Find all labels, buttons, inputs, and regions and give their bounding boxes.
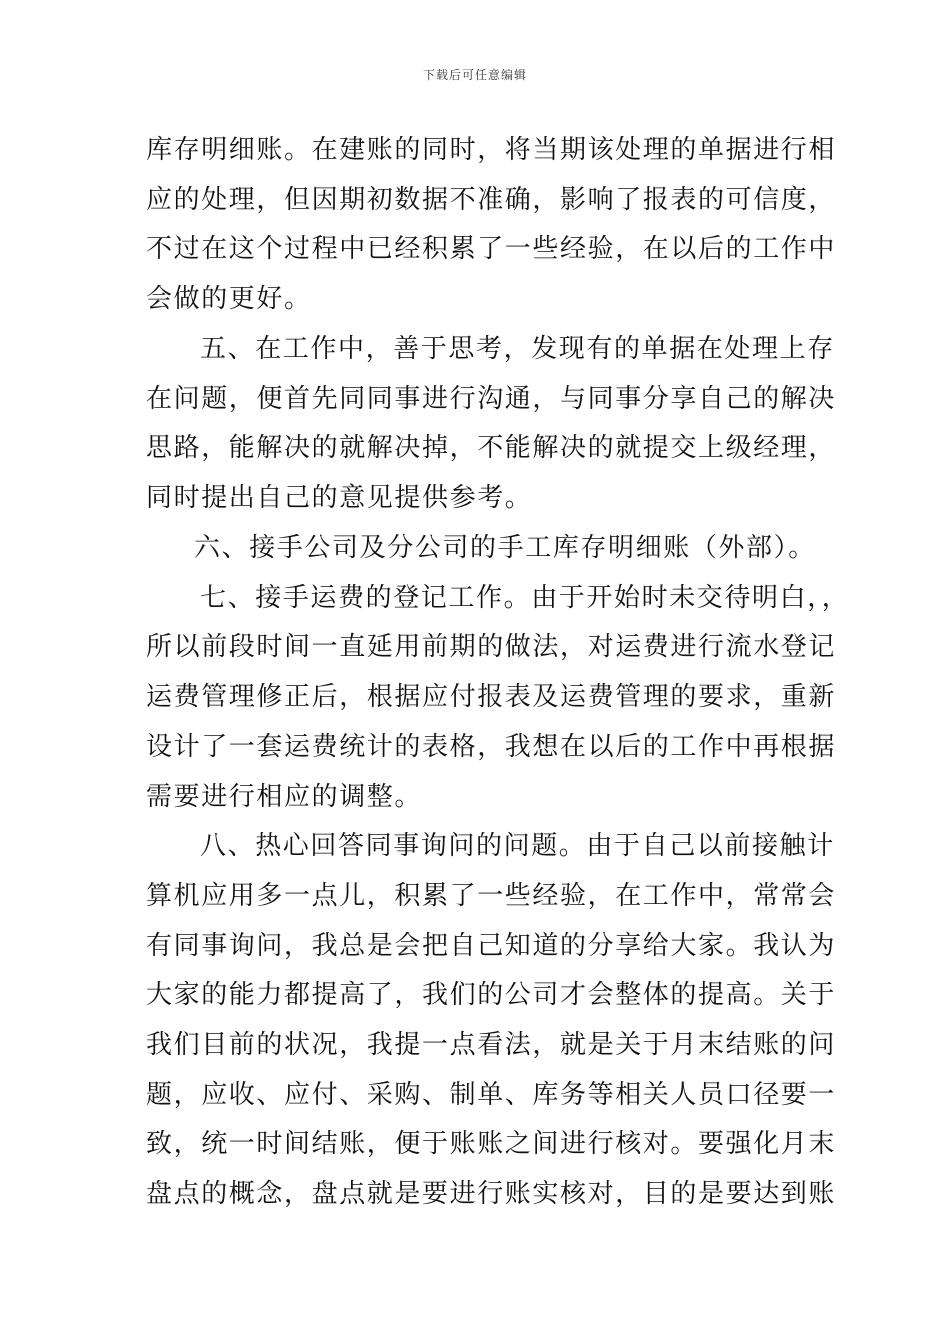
body-line: 不过在这个过程中已经积累了一些经验，在以后的工作中 [146,234,837,264]
body-line: 运费管理修正后，根据应付报表及运费管理的要求，重新 [146,682,837,712]
body-line: 盘点的概念，盘点就是要进行账实核对，目的是要达到账 [146,1179,837,1209]
body-line: 在问题，便首先同同事进行沟通，与同事分享自己的解决 [146,384,837,414]
body-line: 大家的能力都提高了，我们的公司才会整体的提高。关于 [146,980,837,1010]
body-line: 需要进行相应的调整。 [146,782,423,812]
body-line: 应的处理，但因期初数据不准确，影响了报表的可信度， [146,185,837,215]
paragraph-7-first-line: 七、接手运费的登记工作。由于开始时未交待明白，， [200,583,850,613]
body-line: 所以前段时间一直延用前期的做法，对运费进行流水登记 [146,632,837,662]
body-line: 会做的更好。 [146,284,312,314]
page-header: 下载后可任意编辑 [422,68,527,82]
paragraph-5-first-line: 五、在工作中，善于思考，发现有的单据在处理上存 [200,334,835,364]
body-line: 算机应用多一点儿，积累了一些经验，在工作中，常常会 [146,881,837,911]
body-line: 致，统一时间结账，便于账账之间进行核对。要强化月末 [146,1129,837,1159]
body-line: 思路，能解决的就解决掉，不能解决的就提交上级经理， [146,433,837,463]
body-line: 库存明细账。在建账的同时，将当期该处理的单据进行相 [146,135,837,165]
body-line: 题，应收、应付、采购、制单、库务等相关人员口径要一 [146,1080,837,1110]
paragraph-8-first-line: 八、热心回答同事询问的问题。由于自己以前接触计 [200,831,835,861]
body-line: 我们目前的状况，我提一点看法，就是关于月末结账的问 [146,1030,837,1060]
body-line: 有同事询问，我总是会把自己知道的分享给大家。我认为 [146,931,837,961]
body-line: 同时提出自己的意见提供参考。 [146,483,533,513]
paragraph-6-line: 六、接手公司及分公司的手工库存明细账（外部）。 [194,533,816,563]
body-line: 设计了一套运费统计的表格，我想在以后的工作中再根据 [146,732,837,762]
